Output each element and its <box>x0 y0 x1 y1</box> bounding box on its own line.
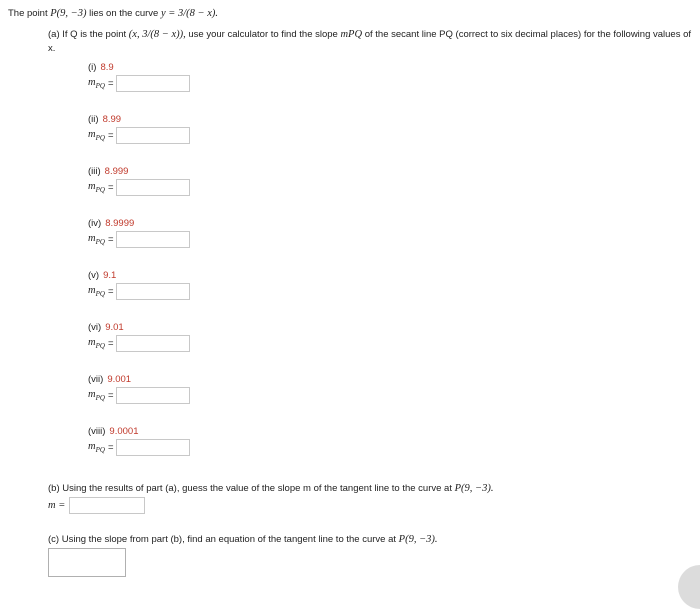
answer-row <box>88 75 190 92</box>
m-label: m = <box>48 500 66 511</box>
equals-sign: = <box>107 78 114 89</box>
item-ii <box>88 114 122 143</box>
answer-row <box>88 283 190 300</box>
mpq-label: $m_{PQ}$ <box>88 180 105 195</box>
answer-input-iii[interactable] <box>116 179 190 196</box>
equals-sign: = <box>107 338 114 349</box>
item-vi <box>88 322 124 351</box>
mpq-label: $m_{PQ}$ <box>88 336 105 351</box>
part-a-prompt <box>48 28 693 56</box>
answer-row <box>88 179 190 196</box>
part-a-text-b: use your calculator to find the slope <box>188 29 338 40</box>
answer-row <box>88 439 190 456</box>
item-label: (viii) <box>88 426 106 437</box>
part-b-prompt <box>48 483 494 494</box>
answer-input-vii[interactable] <box>116 387 190 404</box>
answer-input-iv[interactable] <box>116 231 190 248</box>
part-a-text-a: (a) If Q is the point <box>48 29 127 40</box>
item-label: (vii) <box>88 374 104 385</box>
mpq-label: $m_{PQ}$ <box>88 232 105 247</box>
corner-shadow <box>678 565 700 609</box>
equals-sign: = <box>107 390 114 401</box>
item-label: (ii) <box>88 114 99 125</box>
item-value: 8.99 <box>102 114 122 125</box>
part-b-text: (b) Using the results of part (a), guess the value of the slope m of the tangent line to the curve at <box>48 483 452 494</box>
item-label: (v) <box>88 270 100 281</box>
item-value: 9.1 <box>103 270 117 281</box>
answer-input-i[interactable] <box>116 75 190 92</box>
part-a-point: (x, 3/(8 − x)), <box>128 29 186 40</box>
part-c-prompt <box>48 534 438 545</box>
item-iv <box>88 218 135 247</box>
intro-text-b: lies on the curve <box>89 8 159 19</box>
mpq-label: $m_{PQ}$ <box>88 76 105 91</box>
item-vii <box>88 374 132 403</box>
item-label: (i) <box>88 62 97 73</box>
item-i <box>88 62 114 91</box>
answer-input-viii[interactable] <box>116 439 190 456</box>
item-value: 9.0001 <box>109 426 139 437</box>
equals-sign: = <box>107 286 114 297</box>
part-a-slope: mPQ <box>340 29 363 40</box>
item-value: 8.999 <box>104 166 129 177</box>
intro-curve: y = 3/(8 − x). <box>160 8 219 19</box>
item-label: (vi) <box>88 322 102 333</box>
mpq-label: $m_{PQ}$ <box>88 284 105 299</box>
mpq-label: $m_{PQ}$ <box>88 440 105 455</box>
part-b-point: P(9, −3). <box>454 483 494 494</box>
problem-intro <box>8 8 218 19</box>
answer-row <box>88 335 190 352</box>
part-a-text-c: of the secant line PQ (correct to six decimal places) for the following values of x. <box>48 29 692 54</box>
part-c-point: P(9, −3). <box>398 534 438 545</box>
item-label: (iii) <box>88 166 101 177</box>
part-b-answer-row <box>48 497 145 514</box>
item-value: 9.01 <box>105 322 124 333</box>
mpq-label: $m_{PQ}$ <box>88 388 105 403</box>
tangent-equation-input[interactable] <box>48 548 126 577</box>
answer-input-ii[interactable] <box>116 127 190 144</box>
item-value: 8.9 <box>100 62 114 73</box>
equals-sign: = <box>107 234 114 245</box>
item-iii <box>88 166 129 195</box>
item-viii <box>88 426 139 455</box>
slope-answer-input[interactable] <box>69 497 145 514</box>
equals-sign: = <box>107 130 114 141</box>
item-v <box>88 270 117 299</box>
answer-input-v[interactable] <box>116 283 190 300</box>
intro-point: P(9, −3) <box>50 8 87 19</box>
answer-input-vi[interactable] <box>116 335 190 352</box>
intro-text-a: The point <box>8 8 48 19</box>
mpq-label: $m_{PQ}$ <box>88 128 105 143</box>
item-label: (iv) <box>88 218 102 229</box>
item-value: 8.9999 <box>105 218 135 229</box>
part-c-text: (c) Using the slope from part (b), find an equation of the tangent line to the curve at <box>48 534 397 545</box>
item-value: 9.001 <box>107 374 132 385</box>
answer-row <box>88 387 190 404</box>
equals-sign: = <box>107 182 114 193</box>
equals-sign: = <box>107 442 114 453</box>
answer-row <box>88 127 190 144</box>
answer-row <box>88 231 190 248</box>
